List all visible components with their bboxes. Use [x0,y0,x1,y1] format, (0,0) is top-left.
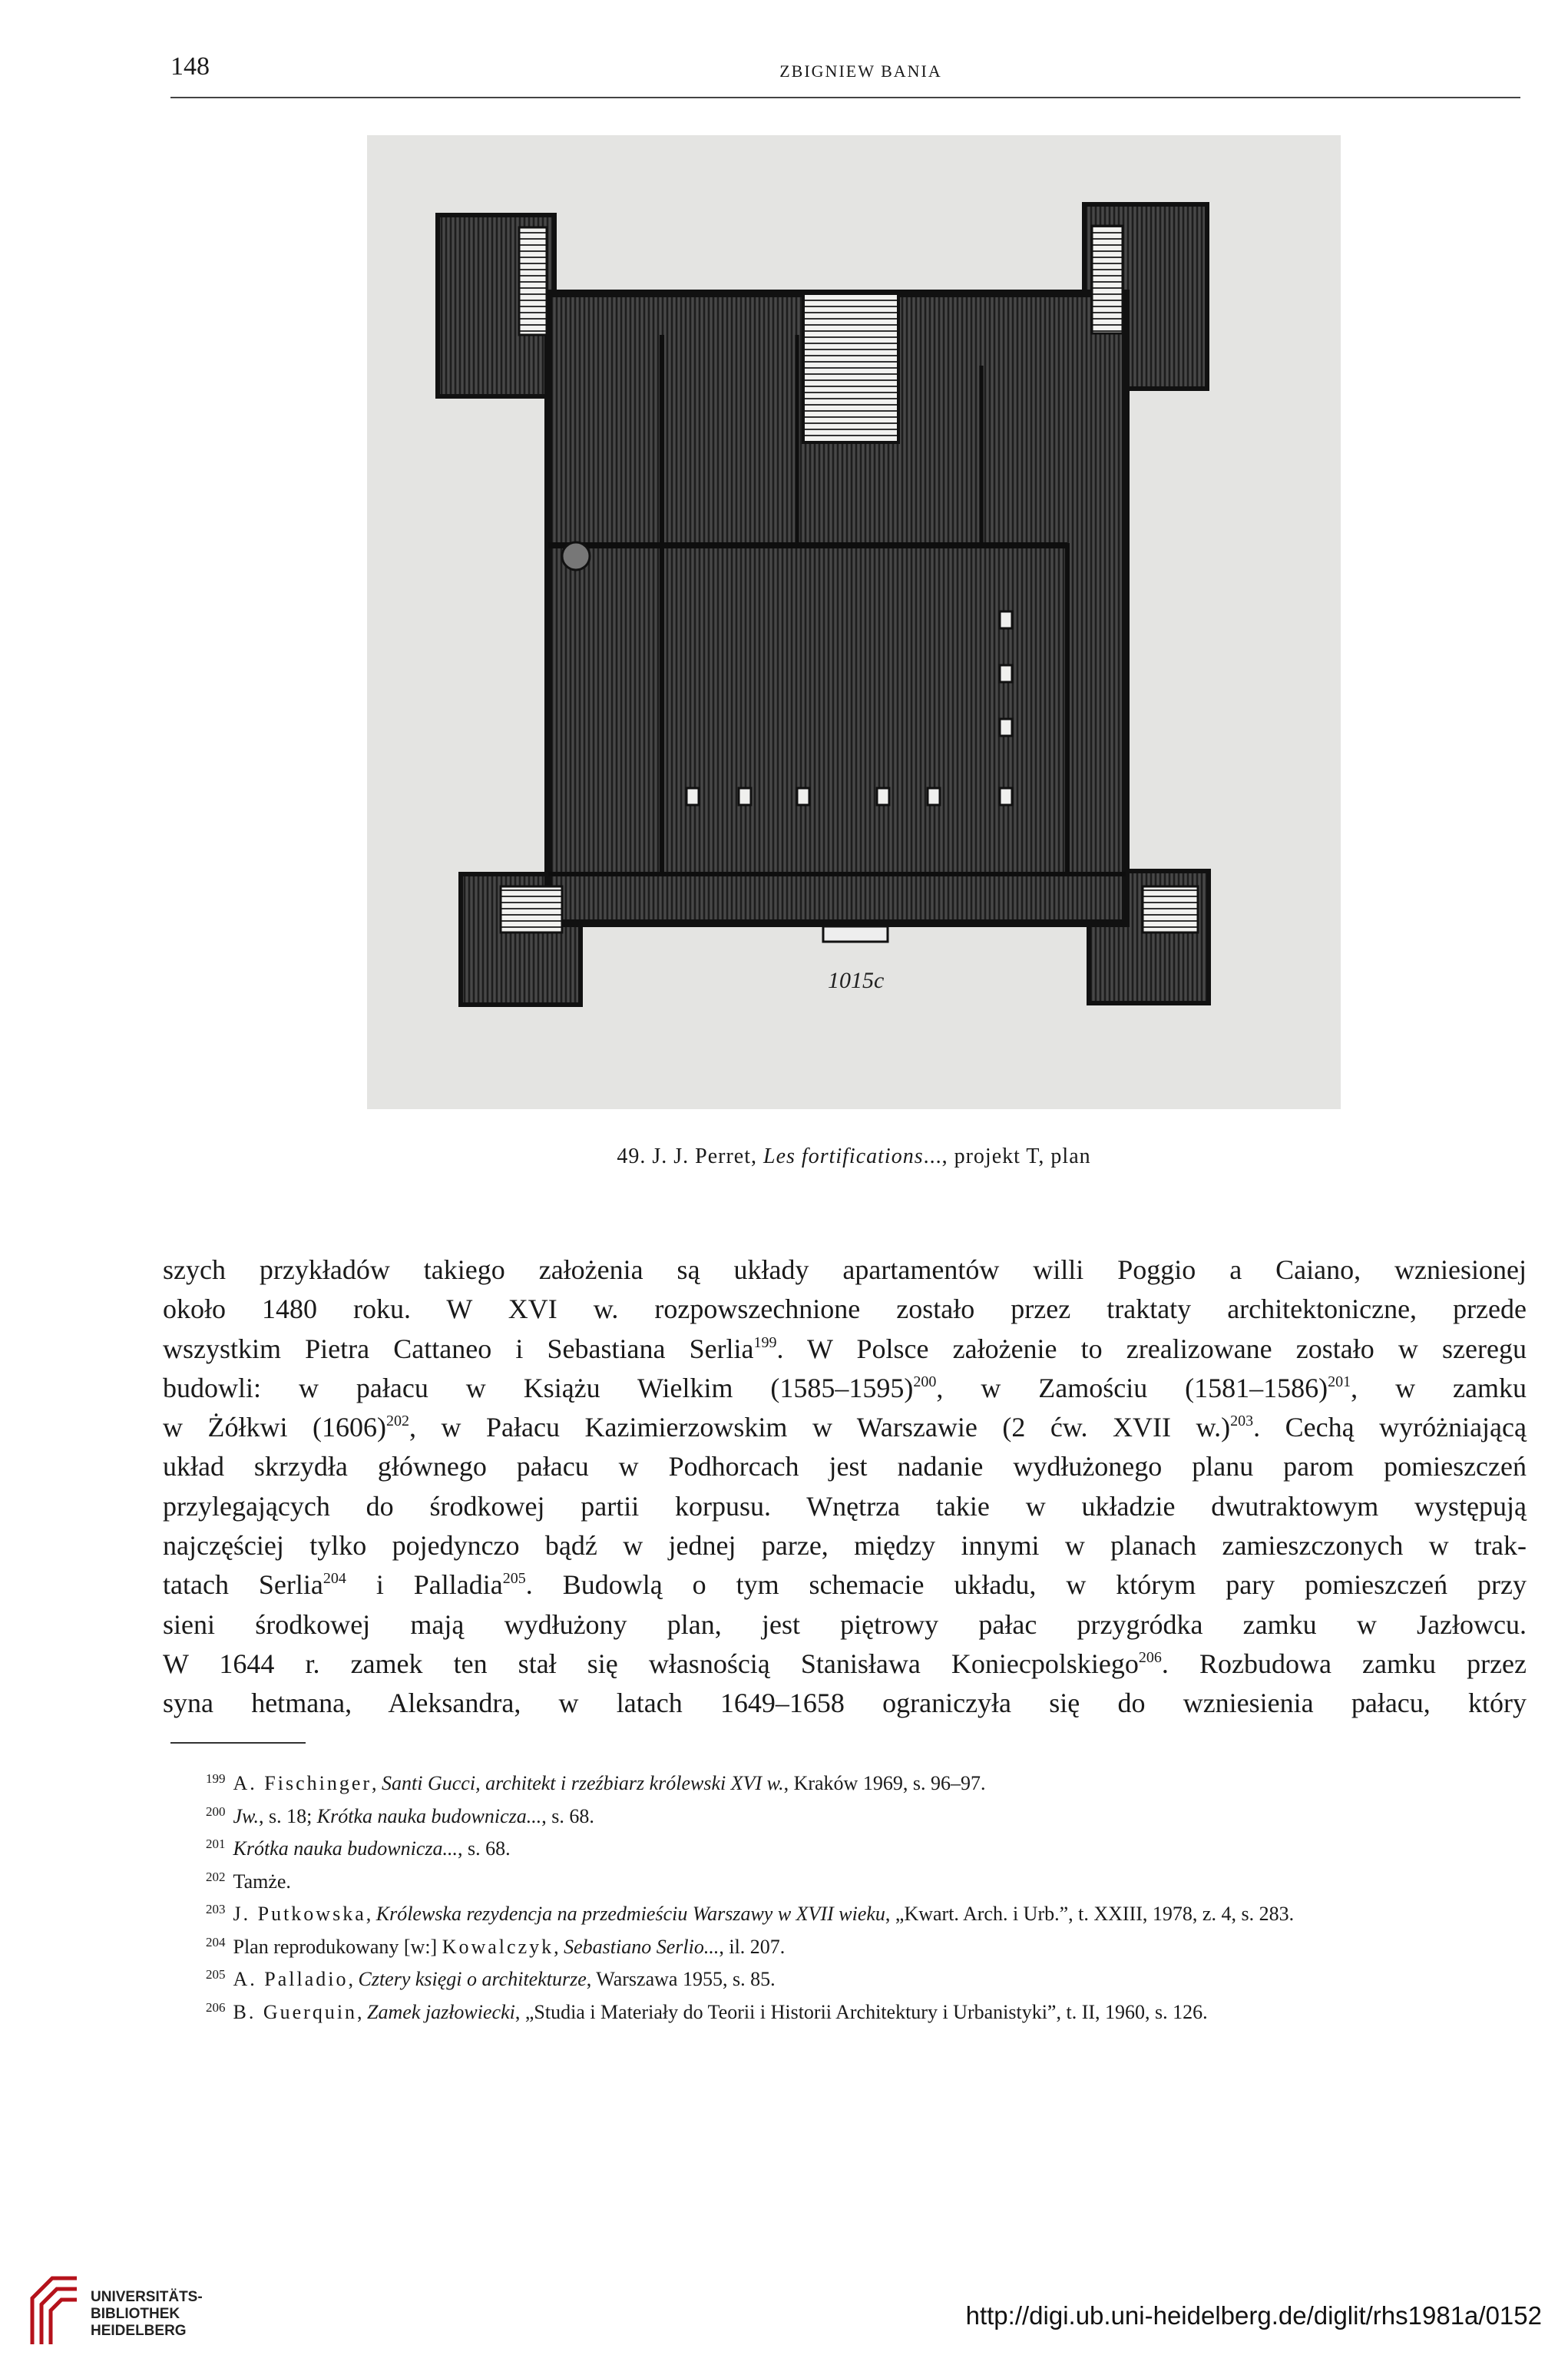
header-rule [170,97,1520,98]
footnote-200: $^{200}$ Jw., s. 18; Krótka nauka budownicza..., s. 68. [206,1804,594,1827]
main-staircase [803,293,898,442]
body-line: około 1480 roku. W XVI w. rozpowszechnione zostało przez traktaty architektoniczne, przede [163,1293,1527,1325]
library-name-line1: UNIVERSITÄTS- [91,2289,203,2305]
footnote-202: $^{202}$ Tamże. [206,1869,291,1893]
body-line: budowli: w pałacu w Książu Wielkim (1585–1595)$^{200}$, w Zamościu (1581–1586)$^{201}$, w zamku [163,1372,1527,1403]
library-name-line2: BIBLIOTHEK [91,2306,180,2322]
caption-title: Les fortifications [763,1144,924,1168]
caption-prefix: 49. J. J. Perret, [617,1144,764,1168]
footnote-203: $^{203}$ J. Putkowska, Królewska rezydencja na przedmieściu Warszawy w XVII wieku, „Kwart. Arch. i Urb.”, t. XXIII, 1978, z. 4, s. 283. [206,1902,1295,1925]
figure-caption [367,1144,1341,1169]
page-number: 148 [170,52,210,81]
body-line: najczęściej tylko pojedynczo bądź w jednej parze, między innymi w planach zamieszczonych w trak- [163,1530,1527,1562]
library-name-line3: HEIDELBERG [91,2323,187,2339]
footnote-201: $^{201}$ Krótka nauka budownicza..., s. 68. [206,1837,511,1860]
source-url-link[interactable]: http://digi.ub.uni-heidelberg.de/diglit/rhs1981a/0152 [965,2301,1542,2330]
floor-plan-drawing [367,135,1341,1109]
footnote-204: $^{204}$ Plan reprodukowany [w:] Kowalczyk, Sebastiano Serlio..., il. 207. [206,1934,786,1958]
footnote-199: $^{199}$ A. Fischinger, Santi Gucci, architekt i rzeźbiarz królewski XVI w., Kraków 1969, s. 96–97. [206,1771,986,1794]
body-line: układ skrzydła głównego pałacu w Podhorcach jest nadanie wydłużonego planu parom pomieszczeń [163,1451,1527,1482]
library-name [91,2289,203,2340]
floor-plan-figure [367,135,1341,1109]
body-line: tatach Serlia$^{204}$ i Palladia$^{205}$. Budowlą o tym schemacie układu, w którym pary pomieszczeń przy [163,1569,1527,1601]
body-line: wszystkim Pietra Cattaneo i Sebastiana Serlia$^{199}$. W Polsce założenie to zrealizowane zostało w szeregu [163,1333,1527,1364]
body-line: syna hetmana, Aleksandra, w latach 1649–1658 ograniczyła się do wzniesienia pałacu, który [163,1688,1527,1719]
body-line: w Żółkwi $(1606)^{202}$, w Pałacu Kazimierzowskim w Warszawie (2 ćw. XVII w.)$^{203}$. Cechą wyróżniającą [163,1412,1527,1443]
round-column [562,542,590,570]
footnote-rule [170,1742,306,1744]
footnote-205: $^{205}$ A. Palladio, Cztery księgi o architekturze, Warszawa 1955, s. 85. [206,1967,776,1990]
body-line: przylegających do środkowej partii korpusu. Wnętrza takie w układzie dwutraktowym występują [163,1490,1527,1522]
body-line: W 1644 r. zamek ten stał się własnością Stanisława Koniecpolskiego$^{206}$. Rozbudowa zamku przez [163,1648,1527,1679]
footnotes [163,1765,1527,2026]
caption-suffix: ..., projekt T, plan [923,1144,1091,1168]
body-line: sieni środkowej mają wydłużony plan, jest piętrowy pałac przygródka zamku w Jazłowcu. [163,1608,1527,1640]
body-line: szych przykładów takiego założenia są układy apartamentów willi Poggio a Caiano, wzniesionej [163,1254,1527,1285]
library-logo-icon [22,2267,84,2352]
entrance [823,926,888,942]
footnote-206: $^{206}$ B. Guerquin, Zamek jazłowiecki, „Studia i Materiały do Teorii i Historii Architektury i Urbanistyki”, t. II, 1960, s. 126. [206,1999,1208,2023]
body-paragraph [163,1250,1527,1724]
running-head: ZBIGNIEW BANIA [779,61,942,81]
handwritten-number: 1015c [828,968,885,993]
